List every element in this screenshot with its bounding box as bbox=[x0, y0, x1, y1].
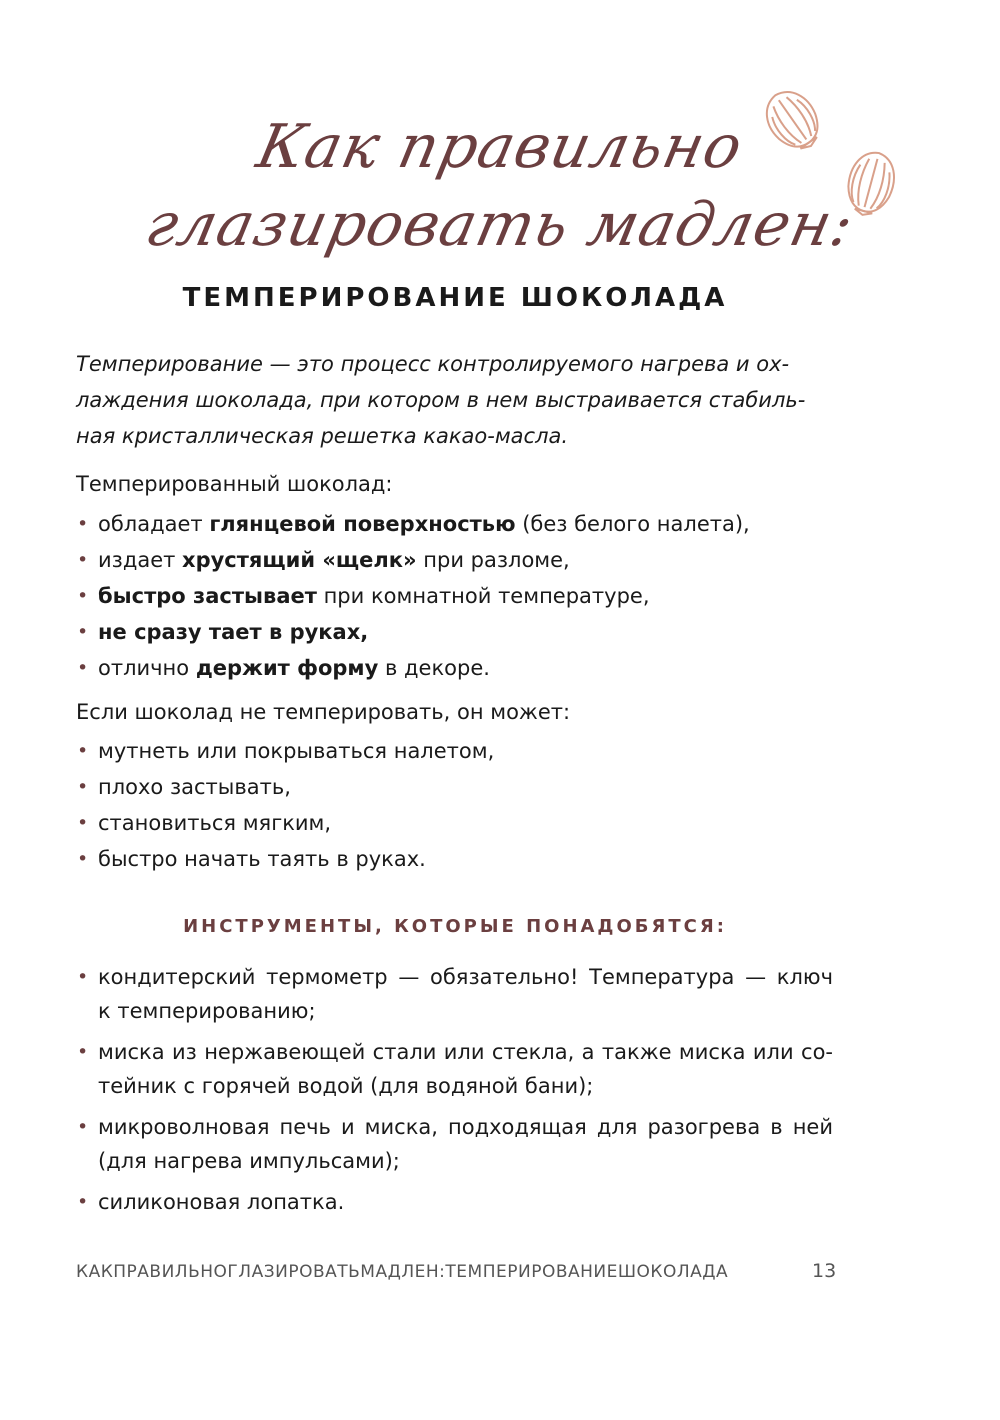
tools-heading: ИНСТРУМЕНТЫ, КОТОРЫЕ ПОНАДОБЯТСЯ: bbox=[183, 916, 727, 937]
list-item: • быстро застывает при комнатной температуре, bbox=[76, 578, 833, 614]
list-item: • микроволновая печь и миска, подходящая для разогрева в ней (для нагрева импульсами); bbox=[76, 1110, 833, 1178]
list-item: • издает хрустящий «щелк» при разломе, bbox=[76, 542, 833, 578]
page-subtitle: ТЕМПЕРИРОВАНИЕ ШОКОЛАДА bbox=[182, 283, 728, 313]
list-item: • силиконовая лопатка. bbox=[76, 1185, 833, 1219]
intro-line: Темперирование — это процесс контролируемого нагрева и ох- bbox=[76, 352, 790, 376]
tempered-list bbox=[76, 506, 833, 686]
untempered-list bbox=[76, 733, 833, 877]
list-item: • не сразу тает в руках, bbox=[76, 614, 833, 650]
list-item: • быстро начать таять в руках. bbox=[76, 841, 833, 877]
intro-line: ная кристаллическая решетка какао-масла. bbox=[76, 424, 569, 448]
page-title-line-1: Как правильно bbox=[251, 112, 749, 182]
list-item: • обладает глянцевой поверхностью (без белого налета), bbox=[76, 506, 833, 542]
tempered-heading: Темперированный шоколад: bbox=[76, 472, 393, 496]
list-item: • миска из нержавеющей стали или стекла, а также миска или со- тейник с горячей водой (для водяной бани); bbox=[76, 1035, 833, 1103]
intro-paragraph bbox=[76, 346, 833, 454]
running-footer: КАКПРАВИЛЬНОГЛАЗИРОВАТЬМАДЛЕН:ТЕМПЕРИРОВАНИЕШОКОЛАДА bbox=[76, 1262, 729, 1282]
tools-list bbox=[76, 960, 833, 1226]
list-item: • кондитерский термометр — обязательно! Температура — ключ к темперированию; bbox=[76, 960, 833, 1028]
list-item: • отлично держит форму в декоре. bbox=[76, 650, 833, 686]
untempered-heading: Если шоколад не темперировать, он может: bbox=[76, 700, 571, 724]
list-item: • мутнеть или покрываться налетом, bbox=[76, 733, 833, 769]
list-item: • становиться мягким, bbox=[76, 805, 833, 841]
intro-line: лаждения шоколада, при котором в нем выстраивается стабиль- bbox=[76, 388, 806, 412]
page-number: 13 bbox=[812, 1260, 837, 1282]
page-title-line-2: глазировать мадлен: bbox=[139, 190, 861, 260]
list-item: • плохо застывать, bbox=[76, 769, 833, 805]
